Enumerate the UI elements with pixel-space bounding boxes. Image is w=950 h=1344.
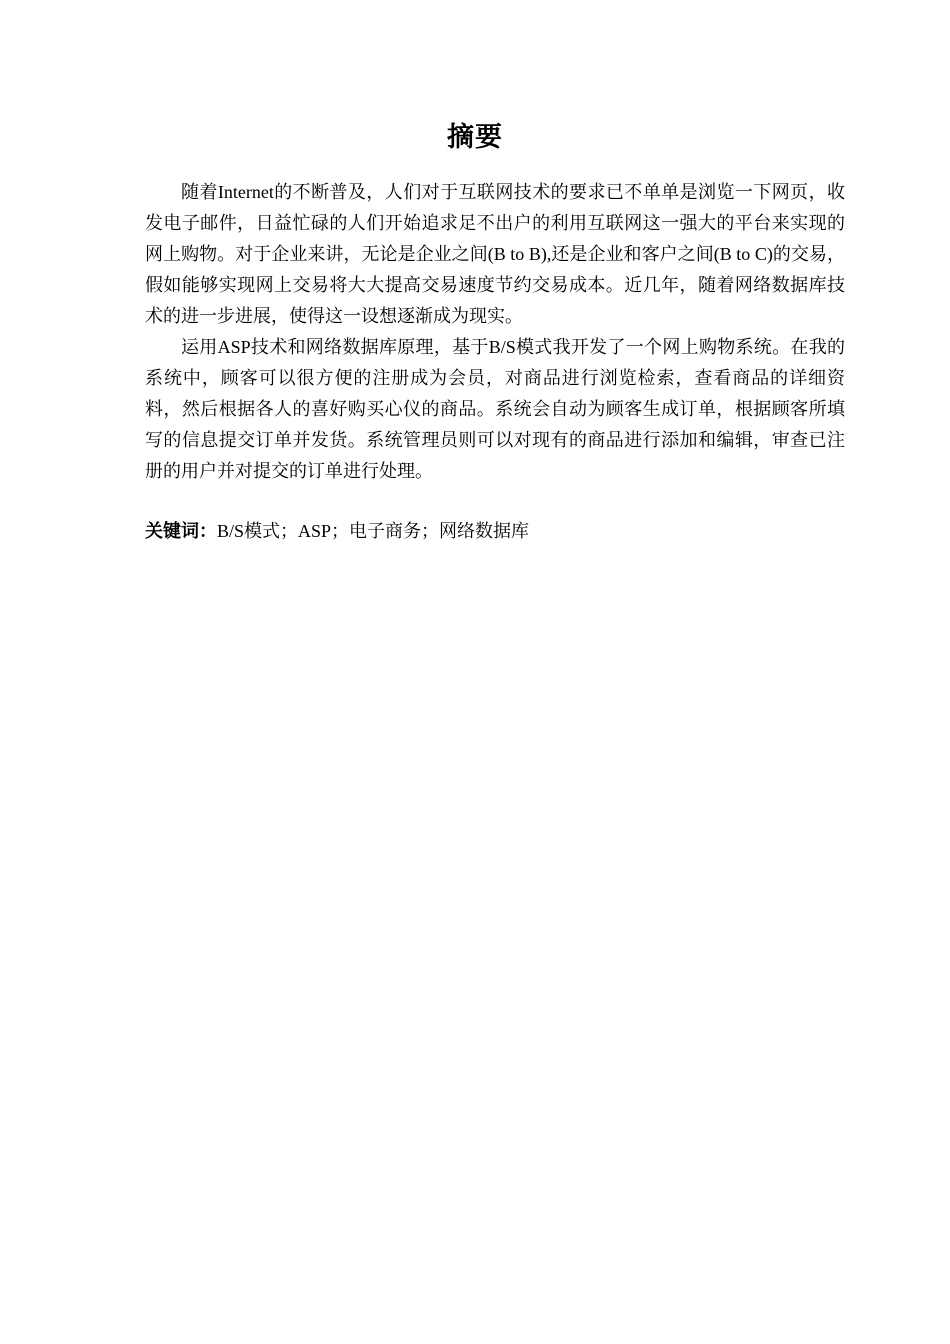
keywords-text: B/S模式；ASP；电子商务；网络数据库 [217, 521, 530, 541]
abstract-title: 摘要 [447, 122, 503, 153]
abstract-paragraph-2: 运用ASP技术和网络数据库原理，基于B/S模式我开发了一个网上购物系统。在我的系统中，顾客可以很方便的注册成为会员，对商品进行浏览检索，查看商品的详细资料，然后根据各人的喜好购买心仪的商品。系统会自动为顾客生成订单，根据顾客所填写的信息提交订单并发货。系统管理员则可以对现有的商品进行添加和编辑，审查已注册的用户并对提交的订单进行处理。 [145, 337, 845, 481]
abstract-body [145, 177, 845, 487]
keywords-label: 关键词： [145, 521, 217, 542]
abstract-paragraph-1: 随着Internet的不断普及，人们对于互联网技术的要求已不单单是浏览一下网页，收发电子邮件，日益忙碌的人们开始追求足不出户的利用互联网这一强大的平台来实现的网上购物。对于企业来讲，无论是企业之间(B to B),还是企业和客户之间(B to C)的交易，假如能够实现网上交易将大大提高交易速度节约交易成本。近几年，随着网络数据库技术的进一步进展，使得这一设想逐渐成为现实。 [145, 182, 845, 326]
keywords-line [145, 516, 845, 547]
